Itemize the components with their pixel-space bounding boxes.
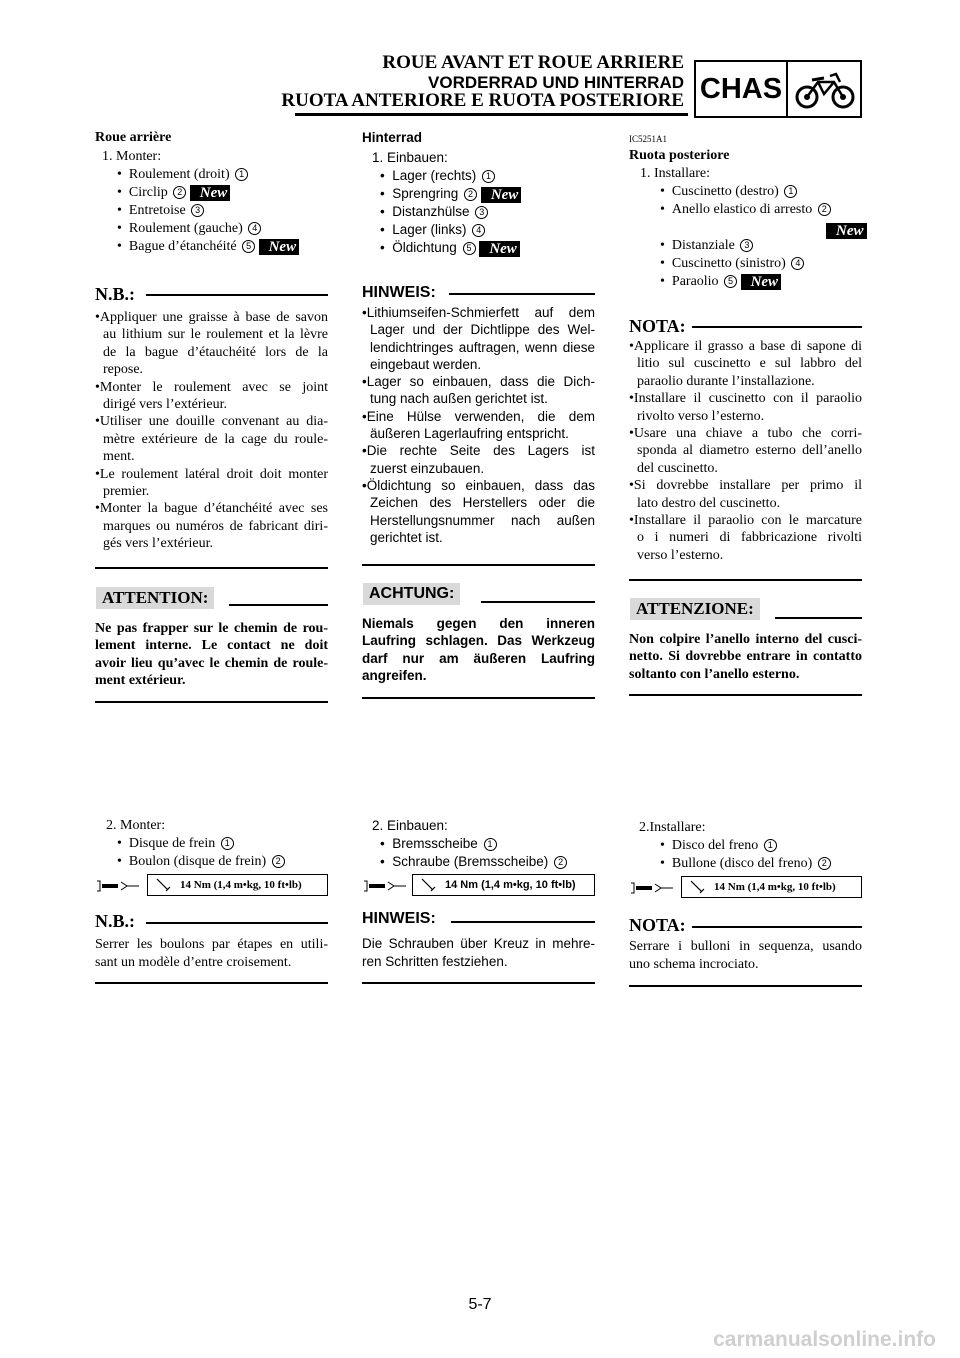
it-item-4: • Cuscinetto (sinistro) 4 [660,256,804,272]
it-item2-2: • Bullone (disco del freno) 2 [660,856,831,872]
fr-item-5: • Bague d’étanchéité 5 New [117,239,299,255]
section-label: CHAS [699,73,783,105]
de-caution-title: ACHTUNG: [363,583,460,605]
header-title-fr: ROUE AVANT ET ROUE ARRIERE [382,52,684,73]
fr-caution-body: Ne pas frapper sur le chemin de rou- lement interne. Le contact ne doit avoir lieu qu’avec le chemin de roule- ment extérieur. [95,621,328,689]
fr-note-end-rule [95,567,328,569]
fr-item-3: • Entretoise 3 [117,203,204,219]
fr-item2-2: • Boulon (disque de frein) 2 [117,854,285,870]
torque-wrench-icon [629,879,681,897]
it-step2: 2.Installare: [639,820,706,835]
it-code: IC5251A1 [629,134,667,144]
de-step2: 2. Einbauen: [372,818,448,833]
fr-caution-title: ATTENTION: [96,587,214,609]
it-caution-rule [775,617,862,619]
de-item-1: • Lager (rechts) 1 [380,168,495,183]
it-note-title: NOTA: [629,316,686,336]
new-badge: New [826,223,867,239]
header-rule [295,113,688,116]
it-torque-box [681,876,862,898]
fr-note2-end-rule [95,982,328,984]
fr-caution-end-rule [95,701,328,703]
new-badge: New [479,241,520,257]
de-torque-value: 14 Nm (1,4 m•kg, 10 ft•lb) [445,879,576,891]
it-item-1: • Cuscinetto (destro) 1 [660,184,797,200]
fr-step2: 2. Monter: [106,818,166,833]
fr-note-rule [146,294,328,296]
wrench-icon [688,879,706,895]
it-step1: 1. Installare: [640,166,710,181]
new-badge: New [190,185,231,201]
torque-wrench-icon [95,877,147,895]
it-torque-value: 14 Nm (1,4 m•kg, 10 ft•lb) [714,881,836,893]
de-heading: Hinterrad [362,130,423,145]
fr-note-body: •Appliquer une graisse à base de savon au lithium sur le roulement et la lèvre de la bague d’étauchéité lors de la repose. •Monter le roulement avec se joint dirigé vers l’extérieur. •Utiliser une douille convenant au dia- mètre extérieure de la cage du roule- ment. •Le roulement latéral droit doit monter premier. •Monter la bague d’étanchéité avec ses marques ou numéros de fabricant diri- gés vers l’extérieur. [95,310,328,552]
it-item-2-new [826,223,867,239]
fr-step1: 1. Monter: [102,149,162,164]
de-caution-rule [481,601,595,603]
torque-wrench-icon [362,877,414,895]
de-caution-body: Niemals gegen den inneren Laufring schlagen. Das Werkzeug darf nur am äußeren Laufring angreifen. [362,616,595,683]
fr-note2-body: Serrer les boulons par étapes en utili- sant un modèle d’entre croisement. [95,937,328,970]
motorcycle-icon [794,68,856,110]
it-note2-rule [692,926,862,928]
it-caution-body: Non colpire l’anello interno del cusci- netto. Si dovrebbe entrare in contatto soltanto con l’anello esterno. [629,632,862,682]
it-item-2: • Anello elastico di arresto 2 [660,202,831,218]
it-caution-end-rule [629,694,862,696]
de-note2-end-rule [362,982,595,984]
it-note2-body: Serrare i bulloni in sequenza, usando uno schema incrociato. [629,939,862,972]
de-item2-2: • Schraube (Bremsscheibe) 2 [380,854,567,869]
fr-torque-value: 14 Nm (1,4 m•kg, 10 ft•lb) [180,879,302,891]
de-item-3: • Distanzhülse 3 [380,204,488,219]
fr-torque-box [147,874,328,896]
header-title-de: VORDERRAD UND HINTERRAD [428,73,684,92]
de-note-title: HINWEIS: [362,284,436,301]
de-caution-end-rule [362,697,595,699]
de-note2-body: Die Schrauben über Kreuz in mehre- ren Schritten festziehen. [362,936,595,969]
section-badge [694,60,862,118]
de-note-end-rule [362,564,595,566]
fr-note2-title: N.B.: [95,911,135,931]
fr-item2-1: • Disque de frein 1 [117,836,234,852]
de-note2-rule [451,921,595,923]
it-heading: Ruota posteriore [629,148,730,163]
wrench-icon [154,877,172,893]
de-item-4: • Lager (links) 4 [380,222,485,237]
it-note2-title: NOTA: [629,915,686,935]
de-step1: 1. Einbauen: [372,150,448,165]
de-item-5: • Öldichtung 5 New [380,240,520,257]
fr-note2-rule [146,922,328,924]
fr-item-2: • Circlip 2 New [117,185,230,201]
it-item-5: • Paraolio 5 New [660,274,781,290]
fr-caution-rule [229,604,328,606]
wrench-icon [419,877,437,893]
fr-heading: Roue arrière [95,130,172,145]
new-badge: New [481,187,522,203]
new-badge: New [259,239,300,255]
it-caution-title: ATTENZIONE: [630,598,760,620]
it-note-body: •Applicare il grasso a base di sapone di litio sul cuscinetto e sul labbro del paraolio durante l’installazione. •Installare il cuscinetto con il paraolio rivolto verso l’esterno. •Usare una chiave a tubo che corri- sponda al diametro esterno dell’anello del cuscinetto. •Si dovrebbe installare per primo il lato destro del cuscinetto. •Installare il paraolio con le marcature o i numeri di fabbricazione rivolti verso l’esterno. [629,339,862,563]
it-note2-end-rule [629,985,862,987]
de-item-2: • Sprengring 2 New [380,186,521,203]
header-title-it: RUOTA ANTERIORE E RUOTA POSTERIORE [281,90,684,111]
page-number: 5-7 [468,1296,492,1313]
it-item2-1: • Disco del freno 1 [660,838,777,854]
it-item-3: • Distanziale 3 [660,238,753,254]
new-badge: New [741,274,782,290]
fr-item-1: • Roulement (droit) 1 [117,167,248,183]
de-note-body: •Lithiumseifen-Schmierfett auf dem Lager und der Dichtlippe des Wel- lendichtringes auftragen, wenn diese eingebaut werden. •Lager so einbauen, dass die Dich- tung nach außen gerichtet ist. •Eine Hülse verwenden, die dem äußeren Lagerlaufring entspricht. •Die rechte Seite des Lagers ist zuerst einzubauen. •Öldichtung so einbauen, dass das Zeichen des Herstellers oder die Herstellungsnummer nach außen gerichtet ist. [362,305,595,545]
it-note-end-rule [629,579,862,581]
section-badge-divider [786,62,788,116]
de-torque-box [412,874,595,896]
fr-item-4: • Roulement (gauche) 4 [117,221,261,237]
it-note-rule [692,326,862,328]
fr-note-title: N.B.: [95,284,135,304]
watermark: carmanualsonline.info [713,1328,936,1351]
de-note2-title: HINWEIS: [362,910,436,927]
de-note-rule [449,293,595,295]
de-item2-1: • Bremsscheibe 1 [380,836,497,851]
